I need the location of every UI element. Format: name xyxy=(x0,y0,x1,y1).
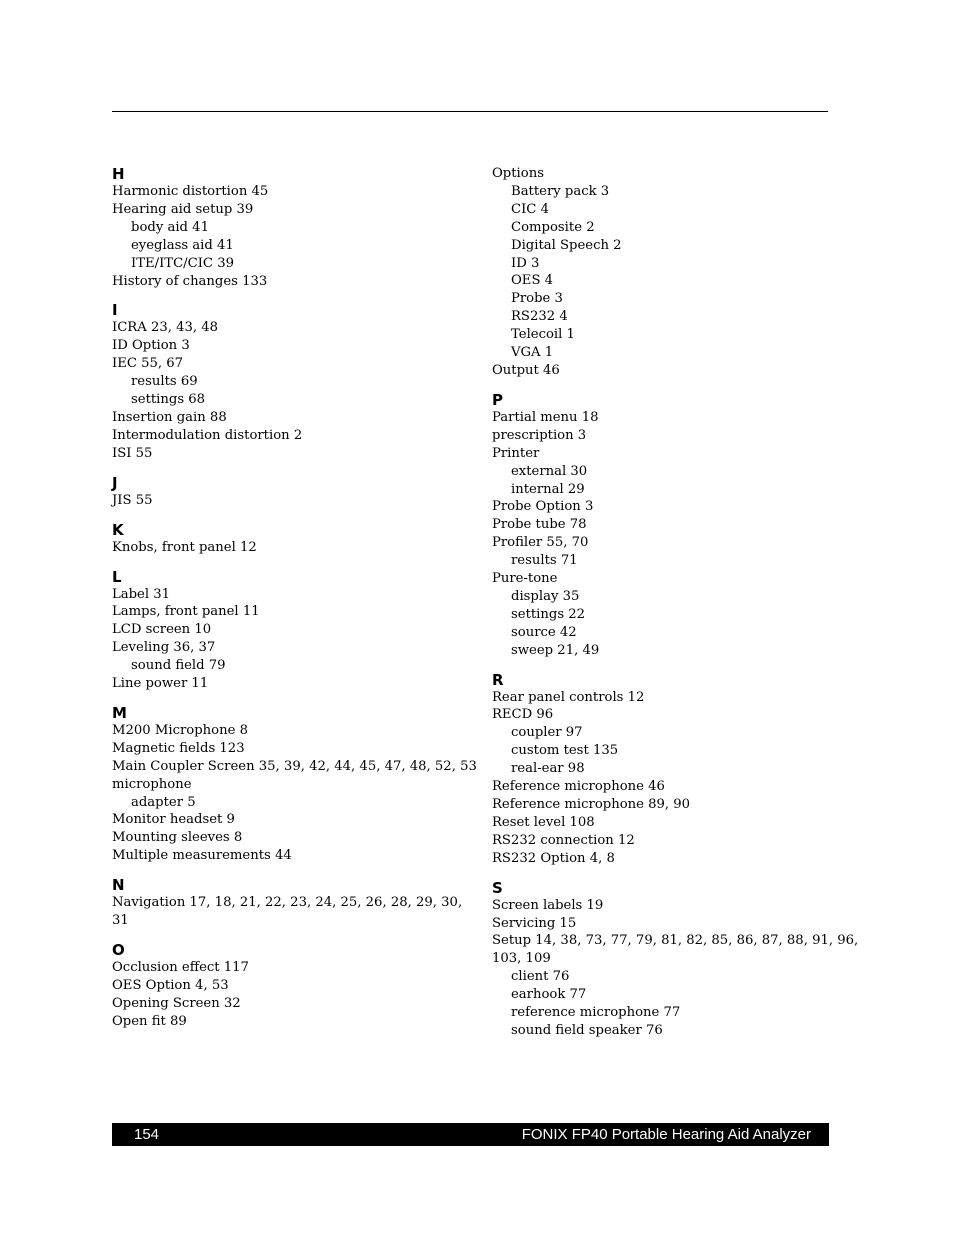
index-subentry: results 69 xyxy=(131,374,198,390)
index-section-h xyxy=(112,165,482,290)
index-subentry: coupler 97 xyxy=(511,725,583,741)
section-letter: N xyxy=(112,876,125,895)
index-section-s xyxy=(492,879,862,1040)
index-subentry: eyeglass aid 41 xyxy=(131,237,234,253)
index-subentry: RS232 4 xyxy=(511,309,568,325)
index-entry: ICRA 23, 43, 48 xyxy=(112,320,219,336)
index-entry: Opening Screen 32 xyxy=(112,995,241,1011)
index-section-j xyxy=(112,474,482,510)
index-subentry: adapter 5 xyxy=(131,794,196,810)
index-entry: Printer xyxy=(492,445,540,461)
index-entry: IEC 55, 67 xyxy=(112,356,184,372)
index-subentry: CIC 4 xyxy=(511,201,549,217)
index-entry: Probe Option 3 xyxy=(492,499,594,515)
index-section-o xyxy=(112,941,482,1031)
index-subentry: results 71 xyxy=(511,553,578,569)
section-letter: P xyxy=(492,390,503,409)
index-entry: Main Coupler Screen 35, 39, 42, 44, 45, 47, 48, 52, 53 xyxy=(112,758,477,774)
index-entry: Setup 14, 38, 73, 77, 79, 81, 82, 85, 86, 87, 88, 91, 96, 103, 109 xyxy=(492,933,859,967)
index-subentry: earhook 77 xyxy=(511,987,587,1003)
index-subentry: client 76 xyxy=(511,969,570,985)
index-subentry: Telecoil 1 xyxy=(511,327,575,343)
section-letter: L xyxy=(112,567,122,586)
index-entry: Rear panel controls 12 xyxy=(492,689,645,705)
page-footer xyxy=(112,1123,829,1146)
index-subentry: real-ear 98 xyxy=(511,761,585,777)
index-subentry: OES 4 xyxy=(511,273,554,289)
index-entry: Profiler 55, 70 xyxy=(492,535,589,551)
index-entry: Knobs, front panel 12 xyxy=(112,539,257,555)
index-entry: Output 46 xyxy=(492,362,560,378)
index-entry: prescription 3 xyxy=(492,427,587,443)
index-subentry: sweep 21, 49 xyxy=(511,642,600,658)
index-entry: microphone xyxy=(112,776,192,792)
index-entry: Mounting sleeves 8 xyxy=(112,830,243,846)
index-column-left xyxy=(112,165,482,1042)
index-entry: Reset level 108 xyxy=(492,814,595,830)
index-section-r xyxy=(492,671,862,868)
index-section-i xyxy=(112,301,482,462)
header-rule xyxy=(112,111,828,112)
index-subentry: sound field speaker 76 xyxy=(511,1022,663,1038)
index-entry: M200 Microphone 8 xyxy=(112,722,248,738)
index-entry: LCD screen 10 xyxy=(112,622,212,638)
section-letter: R xyxy=(492,670,504,689)
index-entry: Monitor headset 9 xyxy=(112,812,235,828)
index-entry: Screen labels 19 xyxy=(492,897,604,913)
index-subentry: sound field 79 xyxy=(131,658,226,674)
index-subentry: ID 3 xyxy=(511,255,540,271)
index-entry: Options xyxy=(492,166,544,181)
index-section-n xyxy=(112,876,482,930)
index-entry: Multiple measurements 44 xyxy=(112,848,292,864)
index-entry: Harmonic distortion 45 xyxy=(112,184,269,199)
page-number: 154 xyxy=(134,1126,160,1143)
index-entry: Open fit 89 xyxy=(112,1013,187,1029)
index-subentry: custom test 135 xyxy=(511,743,619,759)
section-letter: S xyxy=(492,878,503,897)
index-entry: Leveling 36, 37 xyxy=(112,640,216,656)
index-entry: Navigation 17, 18, 21, 22, 23, 24, 25, 26, 28, 29, 30, 31 xyxy=(112,895,463,929)
index-subentry: Digital Speech 2 xyxy=(511,237,622,253)
index-entry: ID Option 3 xyxy=(112,338,190,354)
index-subentry: ITE/ITC/CIC 39 xyxy=(131,255,234,271)
index-entry: RS232 connection 12 xyxy=(492,832,635,848)
index-column-right xyxy=(492,165,862,1051)
index-entry: Probe tube 78 xyxy=(492,517,587,533)
index-entry: Magnetic fields 123 xyxy=(112,740,245,756)
index-section-continued xyxy=(492,165,862,380)
index-subentry: settings 22 xyxy=(511,606,586,622)
index-entry: Reference microphone 46 xyxy=(492,779,665,795)
index-subentry: internal 29 xyxy=(511,481,585,497)
index-subentry: Battery pack 3 xyxy=(511,183,610,199)
index-entry: Intermodulation distortion 2 xyxy=(112,427,303,443)
index-entry: JIS 55 xyxy=(112,492,153,508)
index-entry: Insertion gain 88 xyxy=(112,409,227,425)
index-subentry: reference microphone 77 xyxy=(511,1005,681,1021)
index-entry: ISI 55 xyxy=(112,445,153,461)
section-letter: J xyxy=(112,473,118,492)
index-section-k xyxy=(112,521,482,557)
section-letter: K xyxy=(112,520,124,539)
index-entry: Hearing aid setup 39 xyxy=(112,201,254,217)
index-entry: History of changes 133 xyxy=(112,273,268,289)
index-subentry: VGA 1 xyxy=(511,345,554,361)
index-section-m xyxy=(112,704,482,865)
section-letter: O xyxy=(112,941,125,959)
index-subentry: source 42 xyxy=(511,624,577,640)
footer-title: FONIX FP40 Portable Hearing Aid Analyzer xyxy=(521,1126,811,1143)
index-subentry: body aid 41 xyxy=(131,219,209,235)
index-entry: Label 31 xyxy=(112,586,171,602)
section-letter: M xyxy=(112,703,127,722)
index-subentry: settings 68 xyxy=(131,392,206,408)
index-entry: Reference microphone 89, 90 xyxy=(492,797,691,812)
index-subentry: external 30 xyxy=(511,463,588,479)
index-section-l xyxy=(112,568,482,693)
index-subentry: Probe 3 xyxy=(511,291,563,307)
index-entry: Lamps, front panel 11 xyxy=(112,604,260,620)
index-entry: Pure-tone xyxy=(492,571,558,587)
index-entry: OES Option 4, 53 xyxy=(112,977,229,993)
section-letter: H xyxy=(112,165,125,183)
index-entry: RS232 Option 4, 8 xyxy=(492,850,615,866)
index-entry: Servicing 15 xyxy=(492,915,577,931)
index-entry: Occlusion effect 117 xyxy=(112,960,249,975)
index-entry: Partial menu 18 xyxy=(492,409,599,425)
section-letter: I xyxy=(112,301,118,320)
index-section-p xyxy=(492,391,862,660)
index-subentry: Composite 2 xyxy=(511,219,595,235)
index-subentry: display 35 xyxy=(511,588,580,604)
index-entry: RECD 96 xyxy=(492,707,554,723)
index-entry: Line power 11 xyxy=(112,676,209,692)
